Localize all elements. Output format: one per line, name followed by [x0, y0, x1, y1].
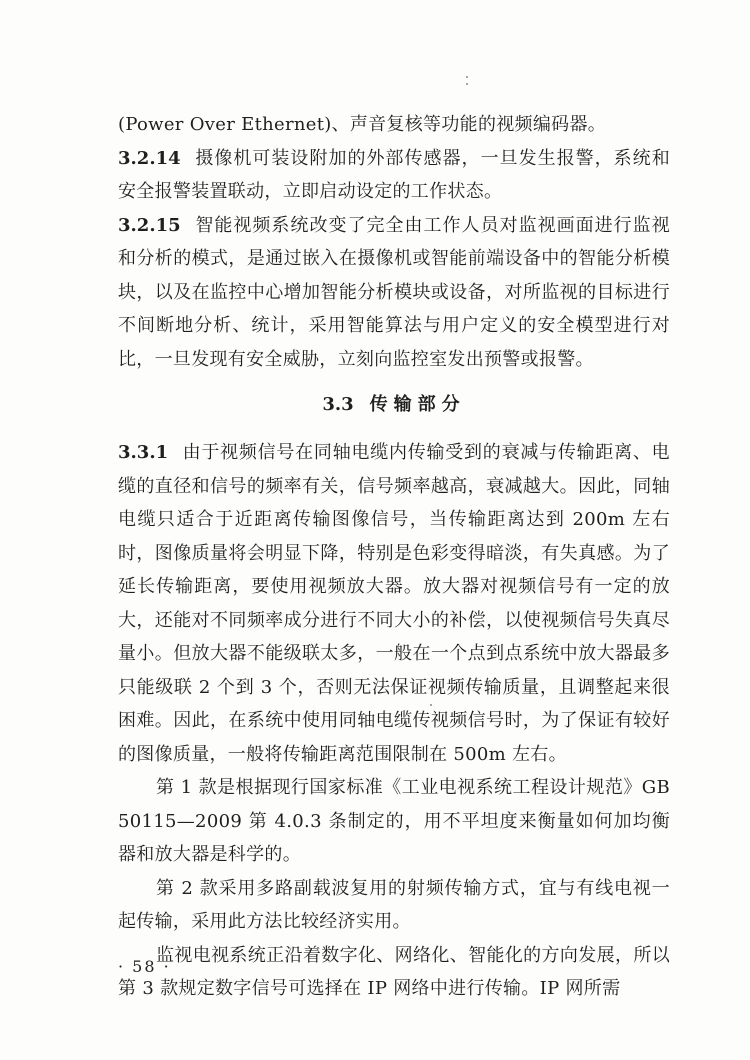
clause-number: 3.2.14: [118, 147, 181, 169]
clause-3-3-1: [118, 436, 670, 771]
paragraph-item-3: 监视电视系统正沿着数字化、网络化、智能化的方向发展，所以第 3 款规定数字信号可选择在 IP 网络中进行传输。IP 网所需: [118, 944, 670, 999]
clause-number: 3.2.15: [118, 214, 181, 236]
section-heading: [118, 390, 670, 420]
paragraph-item-2: 第 2 款采用多路副载波复用的射频传输方式，宜与有线电视一起传输，采用此方法比较经济实用。: [118, 877, 670, 932]
clause-3-2-15: [118, 209, 670, 377]
clause-3-2-14: [118, 142, 670, 209]
clause-text: 智能视频系统改变了完全由工作人员对监视画面进行监视和分析的模式，是通过嵌入在摄像机或智能前端设备中的智能分析模块，以及在监控中心增加智能分析模块或设备，对所监视的目标进行不间断地分析、统计，采用智能算法与用户定义的安全模型进行对比，一旦发现有安全威胁，立刻向监控室发出预警或报警。: [118, 214, 670, 370]
section-number: 3.3: [322, 394, 354, 415]
section-title: 传输部分: [369, 394, 466, 415]
document-page: [118, 108, 670, 1006]
paragraph-continuation: (Power Over Ethernet)、声音复核等功能的视频编码器。: [118, 114, 607, 135]
clause-text: 摄像机可装设附加的外部传感器，一旦发生报警，系统和安全报警装置联动，立即启动设定的工作状态。: [118, 147, 670, 202]
scan-speck: [466, 76, 468, 78]
scan-speck: [466, 83, 468, 85]
paragraph-item-1: 第 1 款是根据现行国家标准《工业电视系统工程设计规范》GB 50115—2009 第 4.0.3 条制定的，用不平坦度来衡量如何加均衡器和放大器是科学的。: [118, 777, 670, 865]
clause-number: 3.3.1: [118, 442, 169, 463]
clause-text: 由于视频信号在同轴电缆内传输受到的衰减与传输距离、电缆的直径和信号的频率有关，信号频率越高，衰减越大。因此，同轴电缆只适合于近距离传输图像信号，当传输距离达到 200m 左右时，图像质量将会明显下降，特别是色彩变得暗淡，有失真感。为了延长传输距离，要使用视频放大器。放大器对视频信号有一定的放大，还能对不同频率成分进行不同大小的补偿，以使视频信号失真尽量小。但放大器不能级联太多，一般在一个点到点系统中放大器最多只能级联 2 个到 3 个，否则无法保证视频传输质量，且调整起来很困难。因此，在系统中使用同轴电缆传视频信号时，为了保证有较好的图像质量，一般将传输距离范围限制在 500m 左右。: [118, 442, 670, 765]
page-number: · 58 ·: [118, 957, 171, 976]
